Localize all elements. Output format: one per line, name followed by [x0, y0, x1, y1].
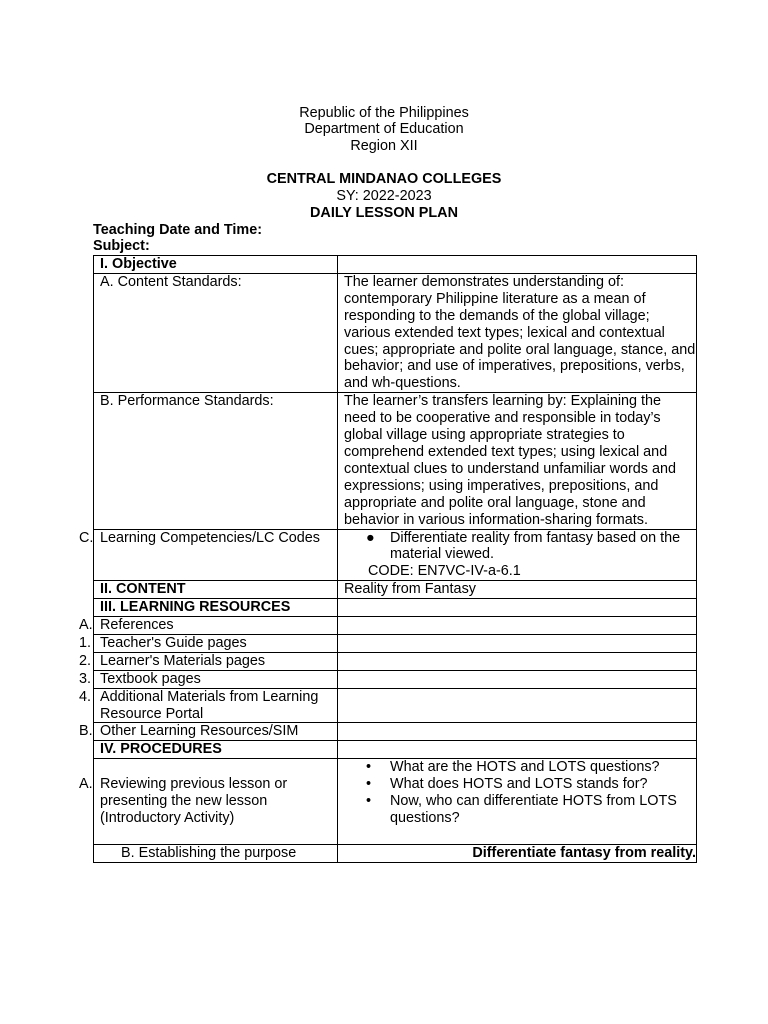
resource-label: 3. Textbook pages: [94, 670, 338, 688]
table-row: [94, 529, 697, 581]
empty-cell: [338, 723, 697, 741]
procedures-heading: IV. PROCEDURES: [94, 741, 338, 759]
content-value: Reality from Fantasy: [338, 581, 697, 599]
subject-label: Subject:: [93, 238, 150, 254]
procedure-a-questions: [338, 759, 697, 845]
table-row: [94, 393, 697, 529]
competencies-label-text: Learning Competencies/LC Codes: [100, 529, 320, 546]
empty-cell: [338, 652, 697, 670]
header-department: Department of Education: [304, 121, 464, 137]
content-heading: II. CONTENT: [94, 581, 338, 599]
performance-standards-label: B. Performance Standards:: [94, 393, 338, 529]
question-item: • What are the HOTS and LOTS questions?: [366, 759, 660, 776]
empty-cell: [338, 617, 697, 635]
empty-cell: [338, 634, 697, 652]
empty-cell: [338, 741, 697, 759]
teaching-date-label: Teaching Date and Time:: [93, 222, 262, 238]
procedure-b-label: B. Establishing the purpose: [94, 845, 338, 863]
empty-cell: [338, 256, 697, 274]
resource-label: 1. Teacher's Guide pages: [94, 634, 338, 652]
question-item: • Now, who can differentiate HOTS from LOTS questions?: [366, 793, 677, 826]
header-region: Region XII: [350, 138, 418, 154]
resource-label: 4. Additional Materials from Learning Resource Portal: [94, 688, 338, 723]
references-label: A. References: [94, 617, 338, 635]
empty-cell: [338, 599, 697, 617]
resource-label: B. Other Learning Resources/SIM: [94, 723, 338, 741]
objective-heading: I. Objective: [94, 256, 338, 274]
bullet-icon: ●: [366, 529, 375, 546]
table-row: [94, 670, 697, 688]
bullet-icon: •: [366, 776, 372, 793]
table-row: [94, 845, 697, 863]
competencies-marker: C.: [79, 529, 94, 546]
content-standards-label: A. Content Standards:: [94, 273, 338, 392]
procedure-a-label: A. Reviewing previous lesson or presenting the new lesson (Introductory Activity): [94, 759, 338, 845]
table-row: [94, 723, 697, 741]
table-row: [94, 617, 697, 635]
empty-cell: [338, 670, 697, 688]
competency-code: CODE: EN7VC-IV-a-6.1: [368, 563, 521, 580]
table-row: [94, 634, 697, 652]
school-year: SY: 2022-2023: [336, 188, 432, 204]
lesson-plan-table: [79, 255, 697, 863]
question-item: • What does HOTS and LOTS stands for?: [366, 776, 648, 793]
table-row: [94, 273, 697, 392]
table-row: [94, 759, 697, 845]
table-row: [94, 652, 697, 670]
table-row: [94, 741, 697, 759]
table-row: [94, 599, 697, 617]
procedure-b-value: Differentiate fantasy from reality.: [338, 845, 697, 863]
table-row: [94, 581, 697, 599]
competencies-label: [79, 529, 338, 581]
learning-resources-heading: III. LEARNING RESOURCES: [94, 599, 338, 617]
empty-cell: [338, 688, 697, 723]
table-row: [94, 256, 697, 274]
header-country: Republic of the Philippines: [299, 105, 469, 121]
bullet-icon: •: [366, 793, 372, 810]
resource-label: 2. Learner's Materials pages: [94, 652, 338, 670]
bullet-icon: •: [366, 759, 372, 776]
document-title: DAILY LESSON PLAN: [310, 205, 458, 221]
content-standards-text: The learner demonstrates understanding of: contemporary Philippine literature as a mean of responding to the demands of the global village; various extended text types; lexical and contextual cues; appropriate and polite oral language, stance, and behavior; and use of imperatives, prepositions, verbs, and wh-questions.: [338, 273, 697, 392]
school-name: CENTRAL MINDANAO COLLEGES: [266, 171, 502, 187]
performance-standards-text: The learner’s transfers learning by: Explaining the need to be cooperative and responsible in today’s global village using appropriate strategies to comprehend extended text types; using lexical and contextual clues to understand unfamiliar words and expressions; using imperatives, prepositions, and appropriate and polite oral language, stone and behavior in various information-sharing formats.: [338, 393, 697, 529]
competency-item: ● Differentiate reality from fantasy based on the material viewed.: [366, 529, 681, 563]
table-row: [94, 688, 697, 723]
competencies-cell: [338, 529, 697, 581]
